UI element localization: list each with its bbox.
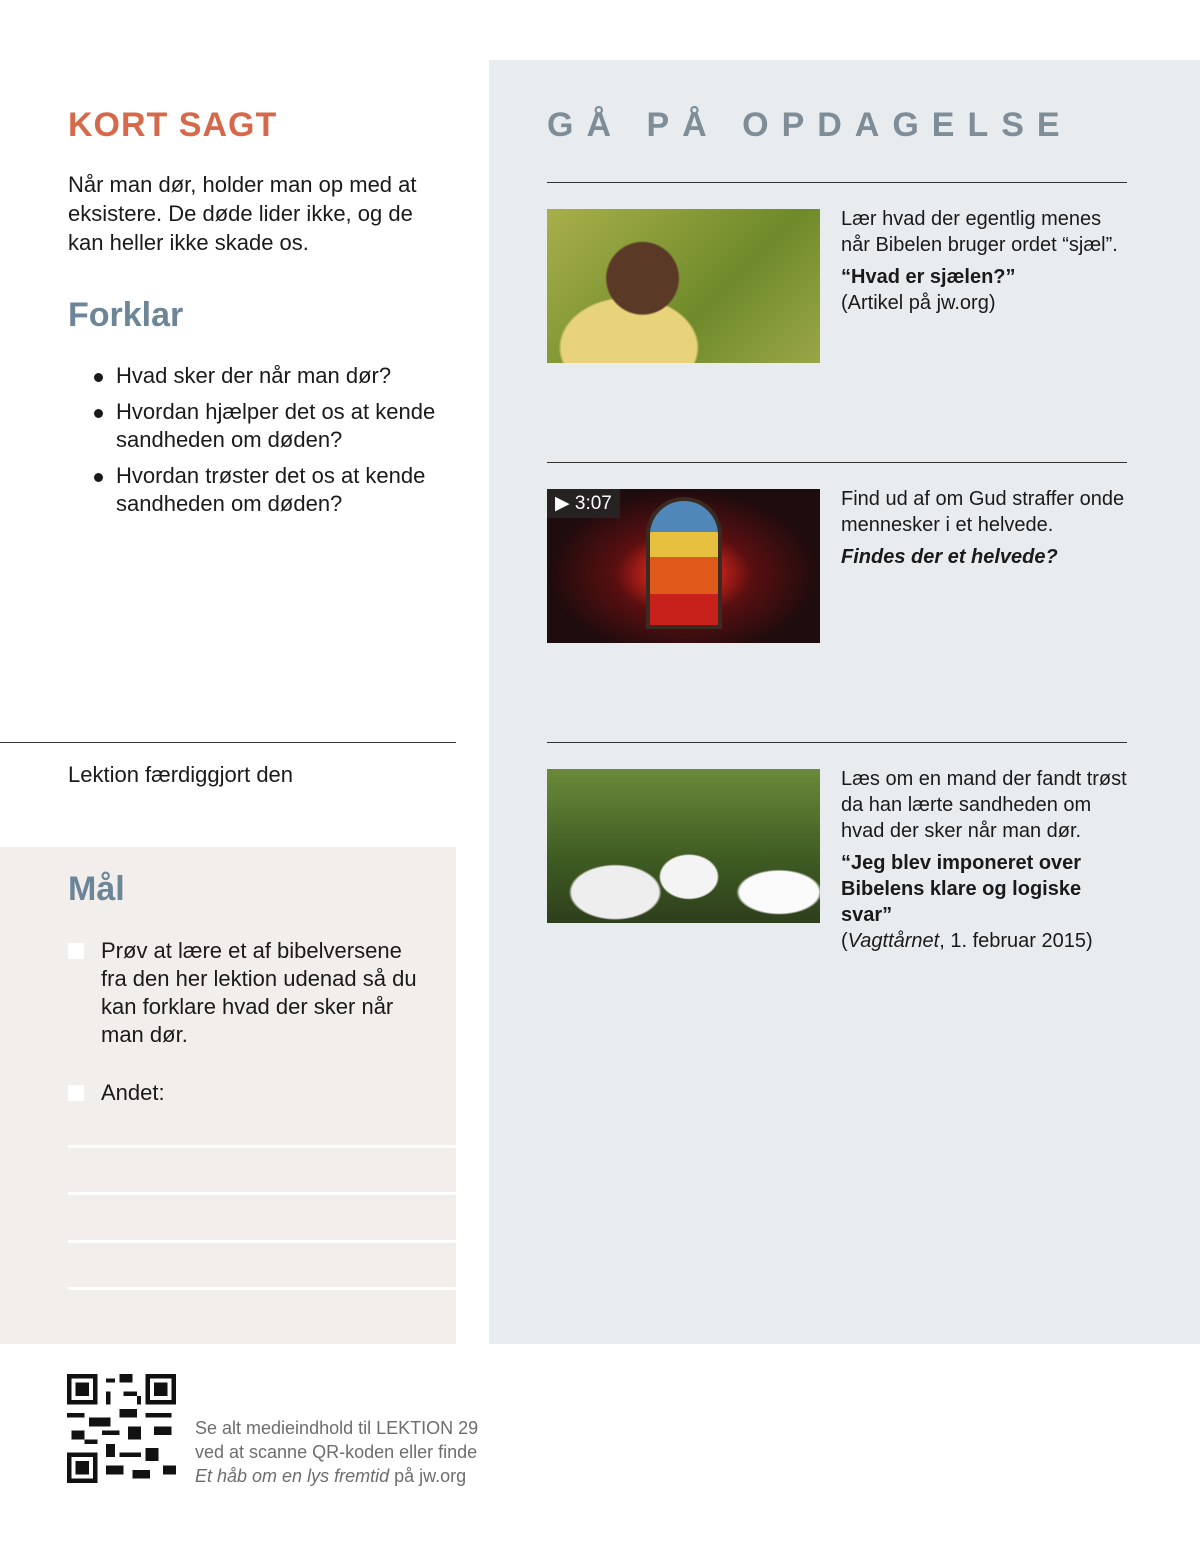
lesson-completed-label: Lektion færdiggjort den [68, 762, 294, 787]
other-checkbox[interactable] [68, 1085, 84, 1101]
book-title: Et håb om en lys fremtid [195, 1466, 390, 1486]
goal-checkbox[interactable] [68, 943, 84, 959]
divider [547, 182, 1127, 183]
item-description: Find ud af om Gud straffer onde mennesker i et helvede. [841, 488, 1125, 536]
explore-heading: GÅ PÅ OPDAGELSE [547, 106, 1073, 144]
explore-item [841, 486, 1131, 570]
source-paren: ( [841, 930, 848, 952]
girl-butterfly-image[interactable] [547, 209, 820, 363]
explore-item [841, 766, 1131, 954]
question-item: Hvordan trøster det os at kende sandheden om døden? [92, 462, 462, 518]
divider [0, 742, 456, 743]
footer-text [195, 1416, 478, 1488]
divider [547, 742, 1127, 743]
question-item: Hvordan hjælper det os at kende sandheden om døden? [92, 398, 462, 454]
item-description: Lær hvad der egentlig menes når Bibelen bruger ordet “sjæl”. [841, 208, 1118, 256]
summary-heading: KORT SAGT [68, 106, 278, 144]
qr-code[interactable] [67, 1374, 176, 1483]
explain-heading: Forklar [68, 296, 184, 334]
item-description: Læs om en mand der fandt trøst da han lærte sandheden om hvad der sker når man dør. [841, 768, 1127, 842]
write-line[interactable] [68, 1145, 456, 1148]
video-duration-badge: ▶ 3:07 [547, 489, 620, 518]
goal-text: Prøv at lære et af bibelversene fra den her lektion udenad så du kan forklare hvad der sker når man dør. [101, 938, 417, 1047]
source-publication: Vagttårnet [847, 930, 940, 952]
explore-item [841, 206, 1131, 316]
write-line[interactable] [68, 1192, 456, 1195]
footer-suffix: på jw.org [389, 1466, 467, 1486]
item-source: (Artikel på jw.org) [841, 292, 996, 314]
write-line[interactable] [68, 1287, 456, 1290]
source-date: , 1. februar 2015) [939, 930, 1093, 952]
item-source [841, 928, 1131, 954]
footer-line: ved at scanne QR-koden eller finde [195, 1442, 478, 1462]
article-link[interactable]: “Hvad er sjælen?” [841, 266, 1016, 288]
stained-glass-window [646, 497, 722, 629]
article-link[interactable]: “Jeg blev imponeret over Bibelens klare og logiske svar” [841, 852, 1082, 926]
footer-line: Se alt medieindhold til LEKTION 29 [195, 1418, 479, 1438]
goal-heading: Mål [68, 870, 125, 908]
video-thumbnail[interactable] [547, 489, 820, 643]
video-link[interactable]: Findes der et helvede? [841, 546, 1058, 568]
write-line[interactable] [68, 1240, 456, 1243]
question-list [92, 362, 462, 526]
footer-line [195, 1464, 478, 1488]
conversation-image[interactable] [547, 769, 820, 923]
summary-text: Når man dør, holder man op med at eksistere. De døde lider ikke, og de kan heller ikke skade os. [68, 172, 417, 255]
question-item: Hvad sker der når man dør? [92, 362, 462, 390]
divider [547, 462, 1127, 463]
other-label: Andet: [101, 1080, 165, 1105]
